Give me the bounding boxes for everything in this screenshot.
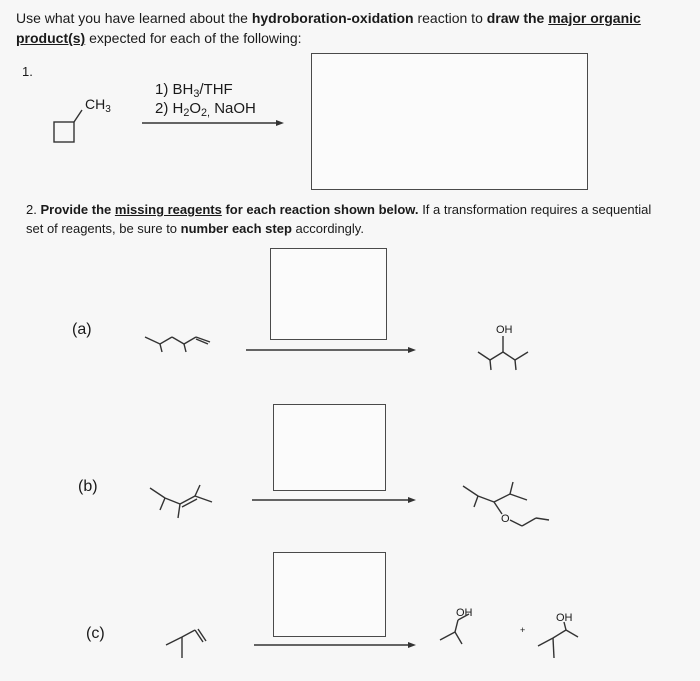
part-a-product-structure	[478, 336, 528, 370]
part-c-product1-oh: OH	[456, 607, 473, 619]
instructions-major-product: major organic product(s)	[16, 10, 641, 46]
q1-step2-suffix: NaOH	[210, 100, 256, 117]
q2-text-3: If a transformation requires a sequential set of reagents, be sure to	[26, 202, 652, 236]
part-b-starting-structure	[150, 485, 212, 518]
q1-step2-subscript-2: 2,	[201, 107, 211, 120]
q2-number-each-step: number each step	[180, 221, 292, 236]
part-c-product1-structure	[440, 614, 469, 644]
q2-text-2: for each reaction shown below.	[221, 202, 419, 217]
part-a-product-oh: OH	[496, 324, 513, 336]
part-c-product2-oh: OH	[556, 612, 573, 624]
q1-step1-subscript: 3	[193, 88, 200, 101]
q1-step2-prefix: 2) H	[155, 100, 184, 117]
instructions-text-2: reaction to	[413, 10, 487, 26]
question-2-number: 2.	[26, 202, 37, 217]
ch3-base: CH	[85, 96, 106, 112]
question-1-number: 1.	[22, 64, 33, 79]
q1-step2-mid: O	[189, 100, 202, 117]
part-c-plus: +	[520, 625, 526, 635]
part-b-reaction-arrow	[252, 497, 416, 503]
q1-reaction-arrow	[142, 120, 284, 126]
instructions-text-3: expected for each of the following:	[85, 30, 302, 46]
part-b-product-structure	[463, 482, 549, 526]
q1-step1-suffix: /THF	[199, 81, 233, 98]
part-b-label: (b)	[78, 478, 98, 495]
part-c-product2-structure	[538, 622, 578, 658]
part-c-label: (c)	[86, 625, 105, 642]
q1-step2-subscript-1: 2	[183, 107, 190, 120]
ch3-subscript: 3	[105, 103, 111, 115]
q1-starting-material-structure	[54, 110, 82, 142]
q2-text-1: Provide the	[40, 202, 115, 217]
part-a-starting-structure	[145, 337, 210, 352]
part-a-label: (a)	[72, 321, 92, 338]
q2-text-4: accordingly.	[291, 221, 364, 236]
part-c-starting-structure	[166, 629, 206, 658]
instructions-text-1: Use what you have learned about the	[16, 10, 252, 26]
part-c-reaction-arrow	[254, 642, 416, 648]
q1-step1-prefix: 1) BH	[155, 81, 194, 98]
instructions-draw: draw the	[486, 10, 549, 26]
part-a-reaction-arrow	[246, 347, 416, 353]
instructions-reaction-name: hydroboration-oxidation	[251, 10, 414, 26]
part-b-product-ether-o: O	[501, 513, 510, 525]
q2-missing-reagents: missing reagents	[114, 202, 222, 217]
